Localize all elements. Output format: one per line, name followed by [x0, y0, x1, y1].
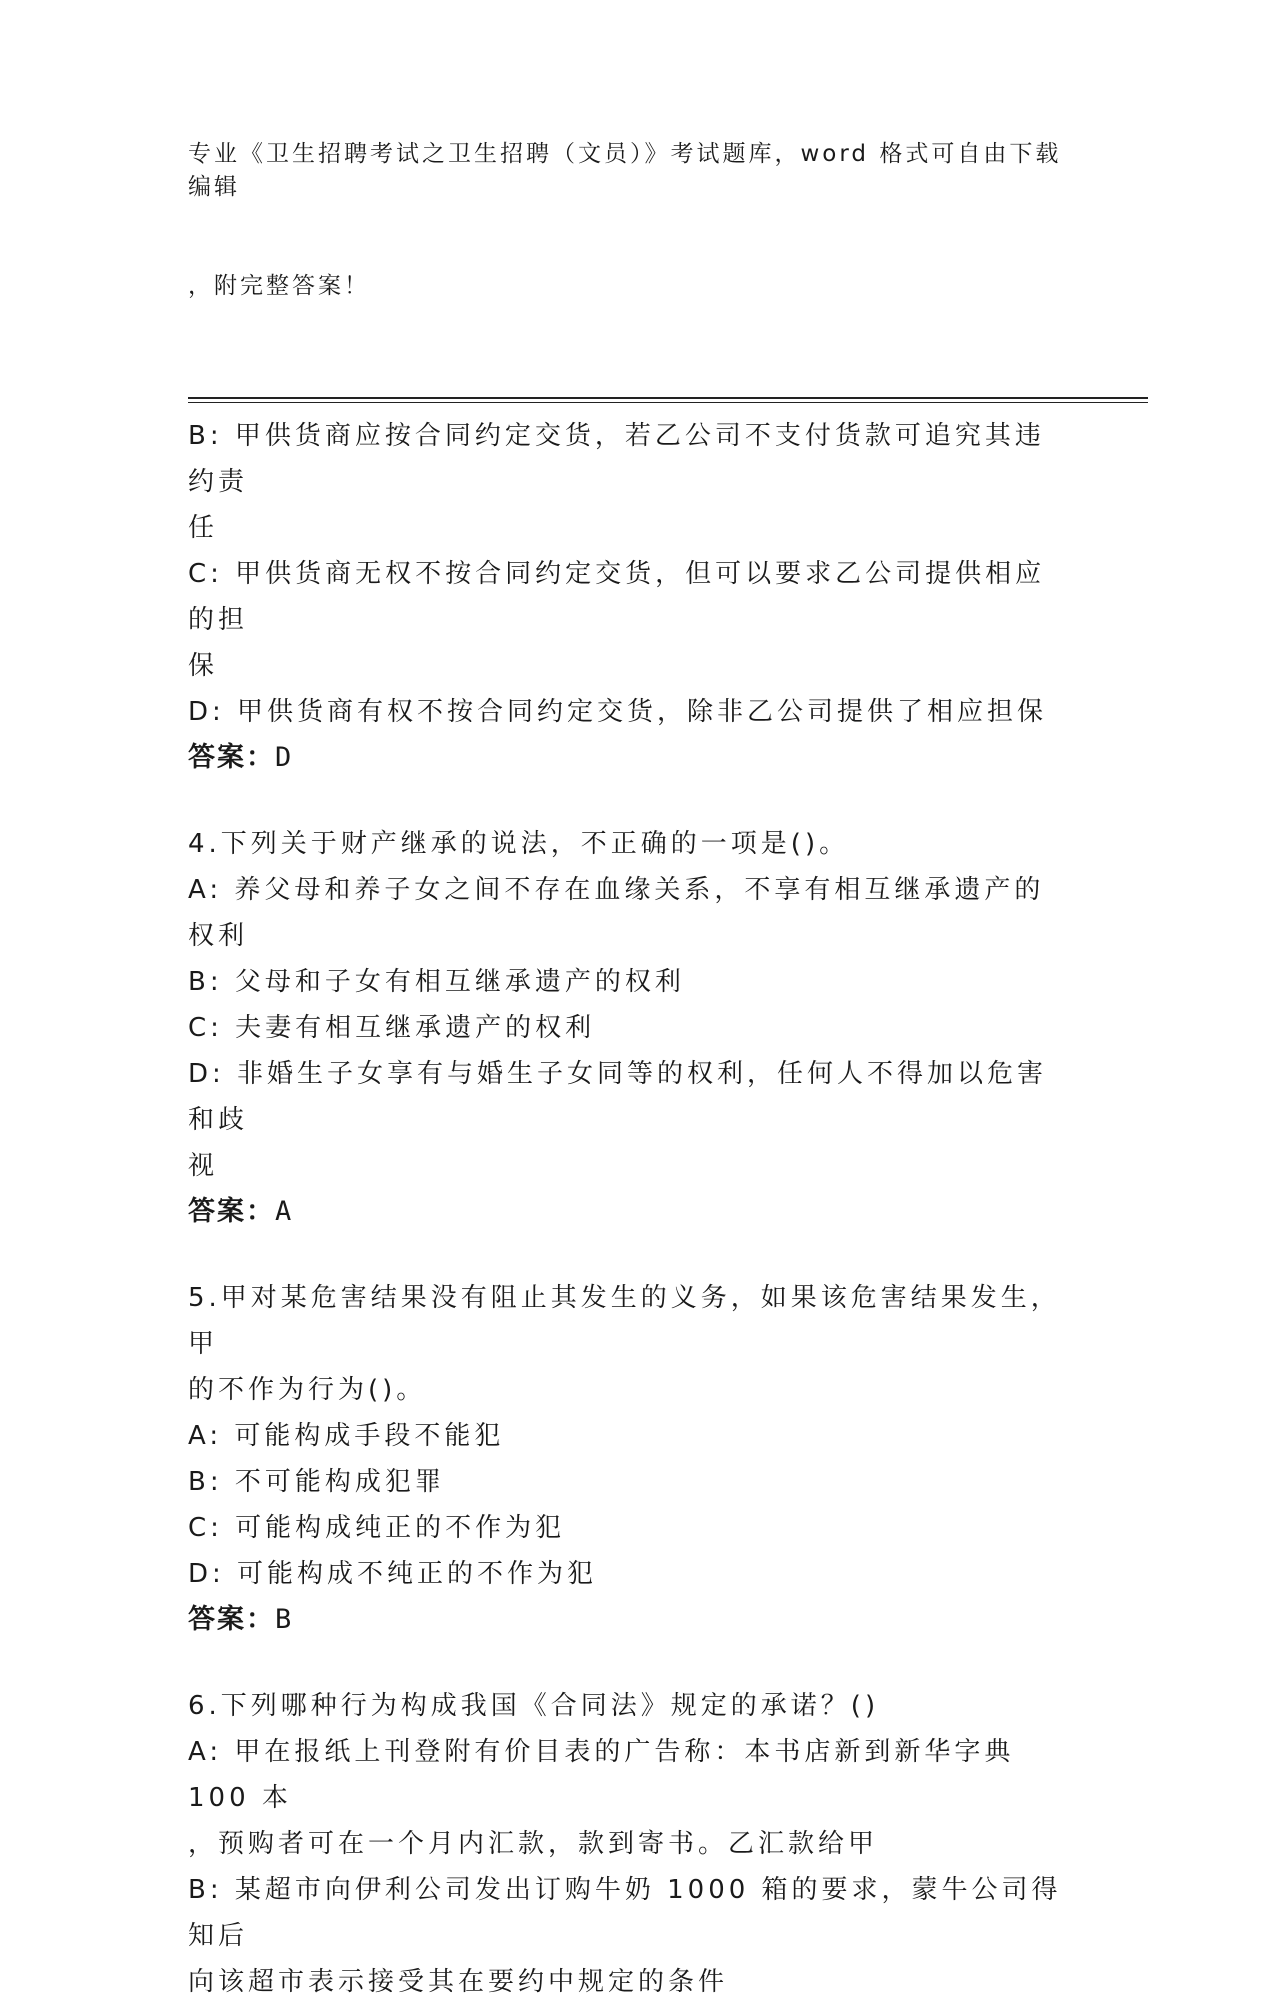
question-stem: 6.下列哪种行为构成我国《合同法》规定的承诺？()	[188, 1691, 880, 1721]
answer-value: B	[275, 1604, 294, 1635]
option-d: D: 非婚生子女享有与婚生子女同等的权利，任何人不得加以危害和歧	[188, 1059, 1048, 1135]
option-d-wrap: 视	[188, 1151, 219, 1181]
option-a-wrap: ，预购者可在一个月内汇款，款到寄书。乙汇款给甲	[188, 1829, 879, 1859]
option-d: D: 可能构成不纯正的不作为犯	[188, 1559, 598, 1589]
answer	[188, 1189, 1068, 1235]
option-b: B: 父母和子女有相互继承遗产的权利	[188, 967, 685, 997]
option-c: C: 夫妻有相互继承遗产的权利	[188, 1013, 596, 1043]
option-a: A: 甲在报纸上刊登附有价目表的广告称：本书店新到新华字典 100 本	[188, 1737, 1027, 1813]
option-c: C: 可能构成纯正的不作为犯	[188, 1513, 566, 1543]
header-line-2: ，附完整答案！	[188, 273, 370, 299]
question-stem: 5.甲对某危害结果没有阻止其发生的义务，如果该危害结果发生，甲	[188, 1283, 1061, 1359]
question-6	[188, 1683, 1068, 2005]
option-d: D: 甲供货商有权不按合同约定交货，除非乙公司提供了相应担保	[188, 697, 1048, 727]
question-stem: 4.下列关于财产继承的说法，不正确的一项是()。	[188, 829, 850, 859]
header-line-1: 专业《卫生招聘考试之卫生招聘（文员）》考试题库，word 格式可自由下载编辑	[188, 141, 1062, 200]
option-c-wrap: 保	[188, 651, 219, 681]
answer-label: 答案：	[188, 1604, 275, 1635]
answer-value: D	[275, 742, 294, 773]
question-3-continued	[188, 413, 1068, 781]
document-header	[188, 72, 1068, 369]
answer	[188, 1597, 1068, 1643]
document-page	[188, 72, 1148, 2005]
question-4	[188, 821, 1068, 1235]
answer-value: A	[275, 1196, 294, 1227]
option-b: B: 甲供货商应按合同约定交货，若乙公司不支付货款可追究其违约责	[188, 421, 1045, 497]
answer	[188, 735, 1068, 781]
answer-label: 答案：	[188, 742, 275, 773]
question-stem-wrap: 的不作为行为()。	[188, 1375, 427, 1405]
option-a: A: 养父母和养子女之间不存在血缘关系，不享有相互继承遗产的权利	[188, 875, 1045, 951]
option-b: B: 某超市向伊利公司发出订购牛奶 1000 箱的要求，蒙牛公司得知后	[188, 1875, 1062, 1951]
question-5	[188, 1275, 1068, 1643]
option-b-wrap: 向该超市表示接受其在要约中规定的条件	[188, 1967, 729, 1997]
answer-label: 答案：	[188, 1196, 275, 1227]
header-divider	[188, 397, 1148, 403]
question-content	[188, 413, 1068, 2005]
option-b-wrap: 任	[188, 513, 219, 543]
option-c: C: 甲供货商无权不按合同约定交货，但可以要求乙公司提供相应的担	[188, 559, 1046, 635]
option-a: A: 可能构成手段不能犯	[188, 1421, 505, 1451]
option-b: B: 不可能构成犯罪	[188, 1467, 445, 1497]
